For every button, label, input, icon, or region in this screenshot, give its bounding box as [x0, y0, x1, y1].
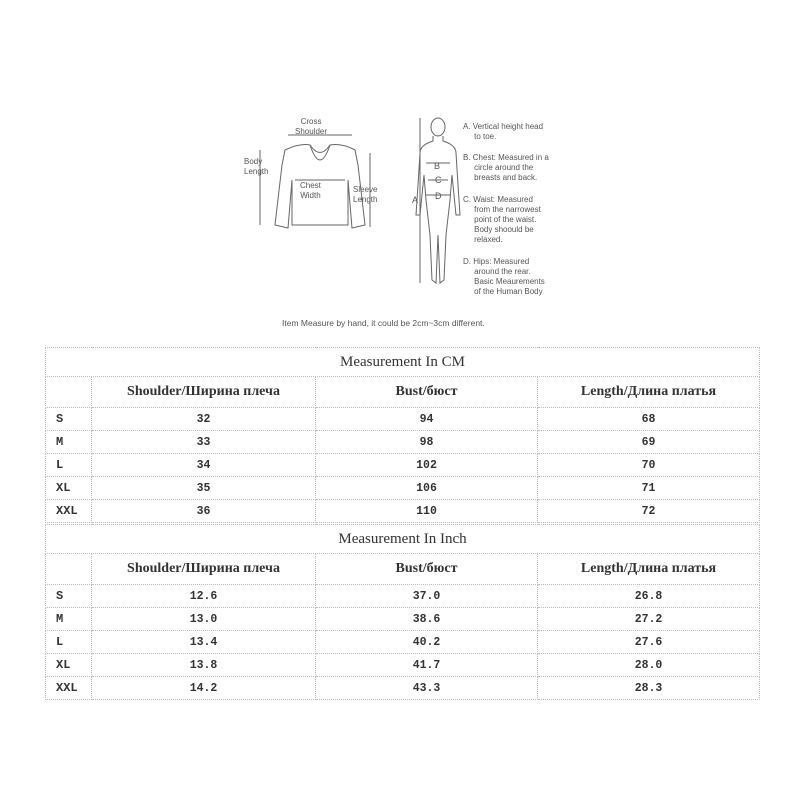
value-cell: 41.7	[316, 654, 538, 677]
value-cell: 12.6	[92, 585, 316, 608]
measurement-diagram	[230, 105, 570, 335]
letter-b: B	[434, 161, 441, 171]
size-cell: XL	[46, 477, 92, 500]
body-outline	[416, 136, 460, 283]
body-note-b: B. Chest: Measured in a circle around the breasts and back.	[463, 153, 549, 182]
header-cell: Bust/бюст	[316, 377, 538, 408]
size-cell: XXL	[46, 500, 92, 523]
table-row	[46, 654, 760, 677]
size-cell: XXL	[46, 677, 92, 700]
table-row	[46, 454, 760, 477]
header-cell: Length/Длина платья	[538, 377, 760, 408]
body-length-label: Body Length	[244, 157, 269, 176]
value-cell: 72	[538, 500, 760, 523]
value-cell: 33	[92, 431, 316, 454]
value-cell: 27.6	[538, 631, 760, 654]
letter-d: D	[435, 191, 442, 201]
body-note-d: D. Hips: Measured around the rear. Basic Meaurements of the Human Body	[463, 257, 545, 296]
value-cell: 27.2	[538, 608, 760, 631]
value-cell: 68	[538, 408, 760, 431]
size-cell: L	[46, 631, 92, 654]
value-cell: 26.8	[538, 585, 760, 608]
value-cell: 110	[316, 500, 538, 523]
value-cell: 13.4	[92, 631, 316, 654]
measure-note: Item Measure by hand, it could be 2cm~3cm different.	[282, 318, 485, 328]
table-row	[46, 585, 760, 608]
size-cell: L	[46, 454, 92, 477]
table-title: Measurement In CM	[46, 348, 760, 377]
sleeve-length-label: Sleeve Length	[353, 185, 378, 204]
body-note-a: A. Vertical height head to toe.	[463, 122, 544, 141]
value-cell: 38.6	[316, 608, 538, 631]
table-row	[46, 408, 760, 431]
value-cell: 36	[92, 500, 316, 523]
letter-c: C	[435, 175, 442, 185]
letter-a: A	[412, 195, 419, 205]
header-cell: Bust/бюст	[316, 554, 538, 585]
value-cell: 13.0	[92, 608, 316, 631]
table-row	[46, 477, 760, 500]
value-cell: 37.0	[316, 585, 538, 608]
header-cell	[46, 554, 92, 585]
size-cell: S	[46, 408, 92, 431]
value-cell: 70	[538, 454, 760, 477]
size-cell: XL	[46, 654, 92, 677]
value-cell: 106	[316, 477, 538, 500]
header-cell: Shoulder/Ширина плеча	[92, 377, 316, 408]
header-cell	[46, 377, 92, 408]
table-row	[46, 608, 760, 631]
table-title: Measurement In Inch	[46, 525, 760, 554]
value-cell: 28.3	[538, 677, 760, 700]
table-row	[46, 631, 760, 654]
value-cell: 102	[316, 454, 538, 477]
value-cell: 28.0	[538, 654, 760, 677]
value-cell: 13.8	[92, 654, 316, 677]
value-cell: 43.3	[316, 677, 538, 700]
value-cell: 35	[92, 477, 316, 500]
value-cell: 71	[538, 477, 760, 500]
header-cell: Length/Длина платья	[538, 554, 760, 585]
table-inch	[45, 524, 760, 700]
body-note-c: C. Waist: Measured from the narrowest point of the waist. Body shoould be relaxed.	[463, 195, 541, 244]
chest-width-label: Chest Width	[300, 181, 321, 200]
value-cell: 69	[538, 431, 760, 454]
table-cm	[45, 347, 760, 523]
value-cell: 98	[316, 431, 538, 454]
value-cell: 34	[92, 454, 316, 477]
value-cell: 14.2	[92, 677, 316, 700]
size-cell: S	[46, 585, 92, 608]
size-cell: M	[46, 431, 92, 454]
header-cell: Shoulder/Ширина плеча	[92, 554, 316, 585]
value-cell: 40.2	[316, 631, 538, 654]
value-cell: 94	[316, 408, 538, 431]
table-row	[46, 677, 760, 700]
table-row	[46, 431, 760, 454]
value-cell: 32	[92, 408, 316, 431]
size-cell: M	[46, 608, 92, 631]
table-row	[46, 500, 760, 523]
cross-shoulder-label: Cross Shoulder	[295, 117, 328, 136]
